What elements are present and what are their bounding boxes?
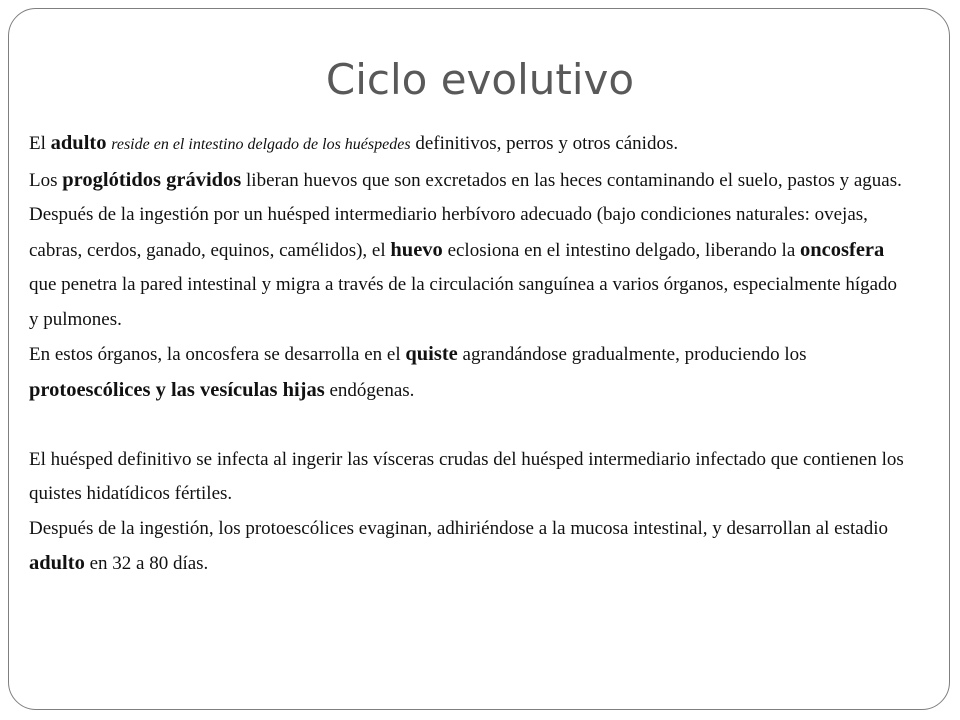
slide-body bbox=[29, 126, 909, 582]
paragraph-definitive-host-infection bbox=[29, 443, 909, 512]
term-oncosfera: oncosfera bbox=[800, 238, 885, 261]
text-run: liberan huevos que son excretados en las heces contaminando el suelo, pastos y aguas. bbox=[241, 169, 902, 191]
slide-title: Ciclo evolutivo bbox=[325, 55, 635, 104]
term-protoescolices: protoescólices y las vesículas hijas bbox=[29, 378, 325, 401]
paragraph-intermediate-host bbox=[29, 198, 909, 337]
paragraph-adult-stage bbox=[29, 512, 909, 582]
paragraph-proglottids bbox=[29, 163, 909, 199]
text-run: definitivos, perros y otros cánidos. bbox=[410, 133, 679, 154]
text-run: El huésped definitivo se infecta al ingerir las vísceras crudas del huésped intermediario infectado que contienen los quistes hidatídicos fértiles. bbox=[29, 448, 904, 504]
text-run: endógenas. bbox=[324, 379, 415, 401]
text-run: Después de la ingestión por un huésped intermediario herbívoro adecuado (bajo condiciones naturales: ovejas, cabras, cerdos, ganado, equinos, camélidos), el bbox=[29, 204, 868, 261]
text-run: que penetra la pared intestinal y migra a través de la circulación sanguínea a varios órganos, especialmente hígado y pulmones. bbox=[29, 274, 898, 330]
text-run: El bbox=[29, 133, 51, 154]
term-huevo: huevo bbox=[390, 238, 443, 261]
text-run: eclosiona en el intestino delgado, liberando la bbox=[442, 239, 801, 261]
text-run: en 32 a 80 días. bbox=[84, 553, 209, 574]
paragraph-spacer bbox=[29, 408, 909, 443]
term-adulto-stage: adulto bbox=[29, 552, 85, 574]
paragraph-adult-habitat bbox=[29, 126, 909, 163]
text-run: Los bbox=[29, 169, 63, 191]
term-adulto: adulto bbox=[50, 132, 107, 154]
term-quiste: quiste bbox=[405, 343, 458, 365]
text-run: En estos órganos, la oncosfera se desarrolla en el bbox=[29, 344, 406, 365]
text-run: Después de la ingestión, los protoescólices evaginan, adhiriéndose a la mucosa intestinal, y desarrollan al estadio bbox=[29, 517, 888, 539]
text-run: agrandándose gradualmente, produciendo los bbox=[457, 344, 807, 365]
term-proglotidos-gravidos: proglótidos grávidos bbox=[62, 168, 242, 191]
paragraph-cyst-development bbox=[29, 337, 909, 408]
italic-phrase: reside en el intestino delgado de los huéspedes bbox=[111, 136, 411, 153]
